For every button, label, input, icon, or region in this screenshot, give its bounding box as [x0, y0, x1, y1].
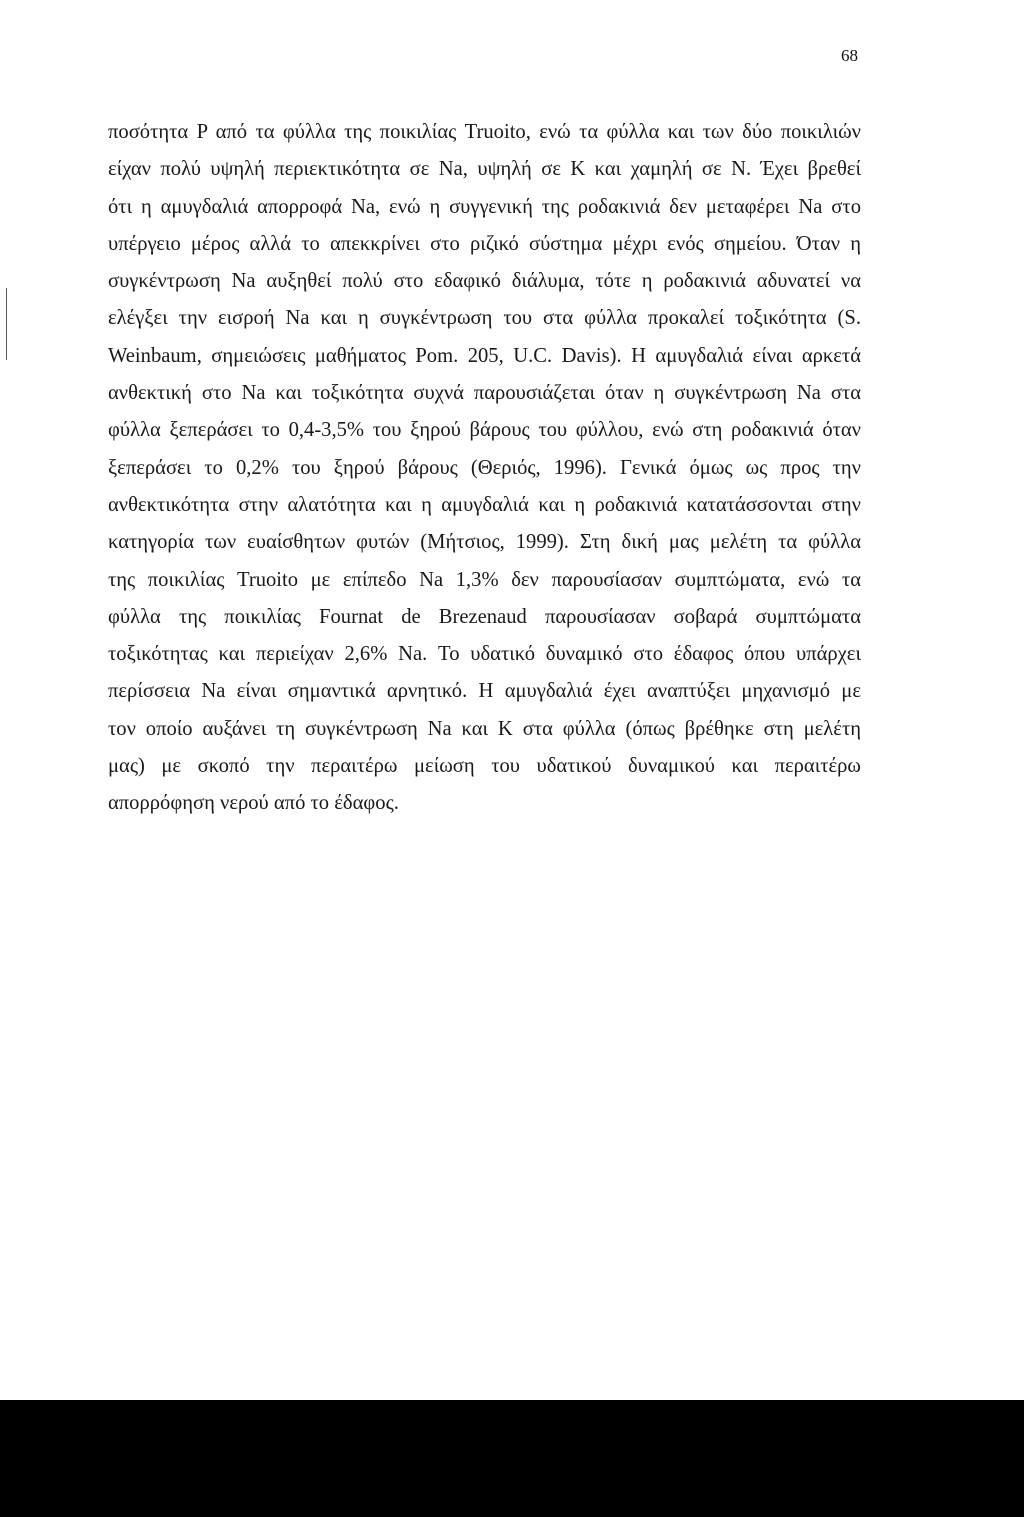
text-line: περίσσεια Na είναι σημαντικά αρνητικό. Η αμυγδαλιά έχει αναπτύξει μηχανισμό με	[108, 680, 861, 703]
text-line: ξεπεράσει το 0,2% του ξηρού βάρους (Θεριός, 1996). Γενικά όμως ως προς την	[108, 456, 861, 479]
text-line: Weinbaum, σημειώσεις μαθήματος Pom. 205, U.C. Davis). Η αμυγδαλιά είναι αρκετά	[108, 344, 861, 367]
text-line: τον οποίο αυξάνει τη συγκέντρωση Na και K στα φύλλα (όπως βρέθηκε στη μελέτη	[108, 717, 861, 740]
text-line: ελέγξει την εισροή Na και η συγκέντρωση του στα φύλλα προκαλεί τοξικότητα (S.	[108, 307, 861, 330]
text-line: υπέργειο μέρος αλλά το απεκκρίνει στο ριζικό σύστημα μέχρι ενός σημείου. Όταν η	[108, 232, 861, 255]
text-line: ανθεκτικότητα στην αλατότητα και η αμυγδαλιά και η ροδακινιά κατατάσσονται στην	[108, 493, 861, 516]
text-line: ανθεκτική στο Na και τοξικότητα συχνά παρουσιάζεται όταν η συγκέντρωση Na στα	[108, 382, 861, 405]
text-line: συγκέντρωση Na αυξηθεί πολύ στο εδαφικό διάλυμα, τότε η ροδακινιά αδυνατεί να	[108, 270, 861, 293]
text-line: φύλλα της ποικιλίας Fournat de Brezenaud παρουσίασαν σοβαρά συμπτώματα	[108, 605, 861, 628]
text-line: ποσότητα P από τα φύλλα της ποικιλίας Truoito, ενώ τα φύλλα και των δύο ποικιλιών	[108, 121, 861, 143]
scan-edge-mark	[6, 288, 7, 360]
scan-dark-band	[0, 1400, 1024, 1517]
text-line: ότι η αμυγδαλιά απορροφά Na, ενώ η συγγενική της ροδακινιά δεν μεταφέρει Na στο	[108, 195, 861, 218]
text-line: τοξικότητας και περιείχαν 2,6% Na. Το υδατικό δυναμικό στο έδαφος όπου υπάρχει	[108, 643, 861, 666]
text-line: είχαν πολύ υψηλή περιεκτικότητα σε Na, υψηλή σε K και χαμηλή σε N. Έχει βρεθεί	[108, 158, 861, 181]
text-line: κατηγορία των ευαίσθητων φυτών (Μήτσιος, 1999). Στη δική μας μελέτη τα φύλλα	[108, 531, 861, 554]
body-paragraph	[108, 114, 861, 823]
text-line: μας) με σκοπό την περαιτέρω μείωση του υδατικού δυναμικού και περαιτέρω	[108, 755, 861, 778]
page-number: 68	[841, 46, 858, 65]
text-line: φύλλα ξεπεράσει το 0,4-3,5% του ξηρού βάρους του φύλλου, ενώ στη ροδακινιά όταν	[108, 419, 861, 442]
text-line-last: απορρόφηση νερού από το έδαφος.	[108, 792, 399, 815]
text-line: της ποικιλίας Truoito με επίπεδο Na 1,3% δεν παρουσίασαν συμπτώματα, ενώ τα	[108, 568, 861, 591]
